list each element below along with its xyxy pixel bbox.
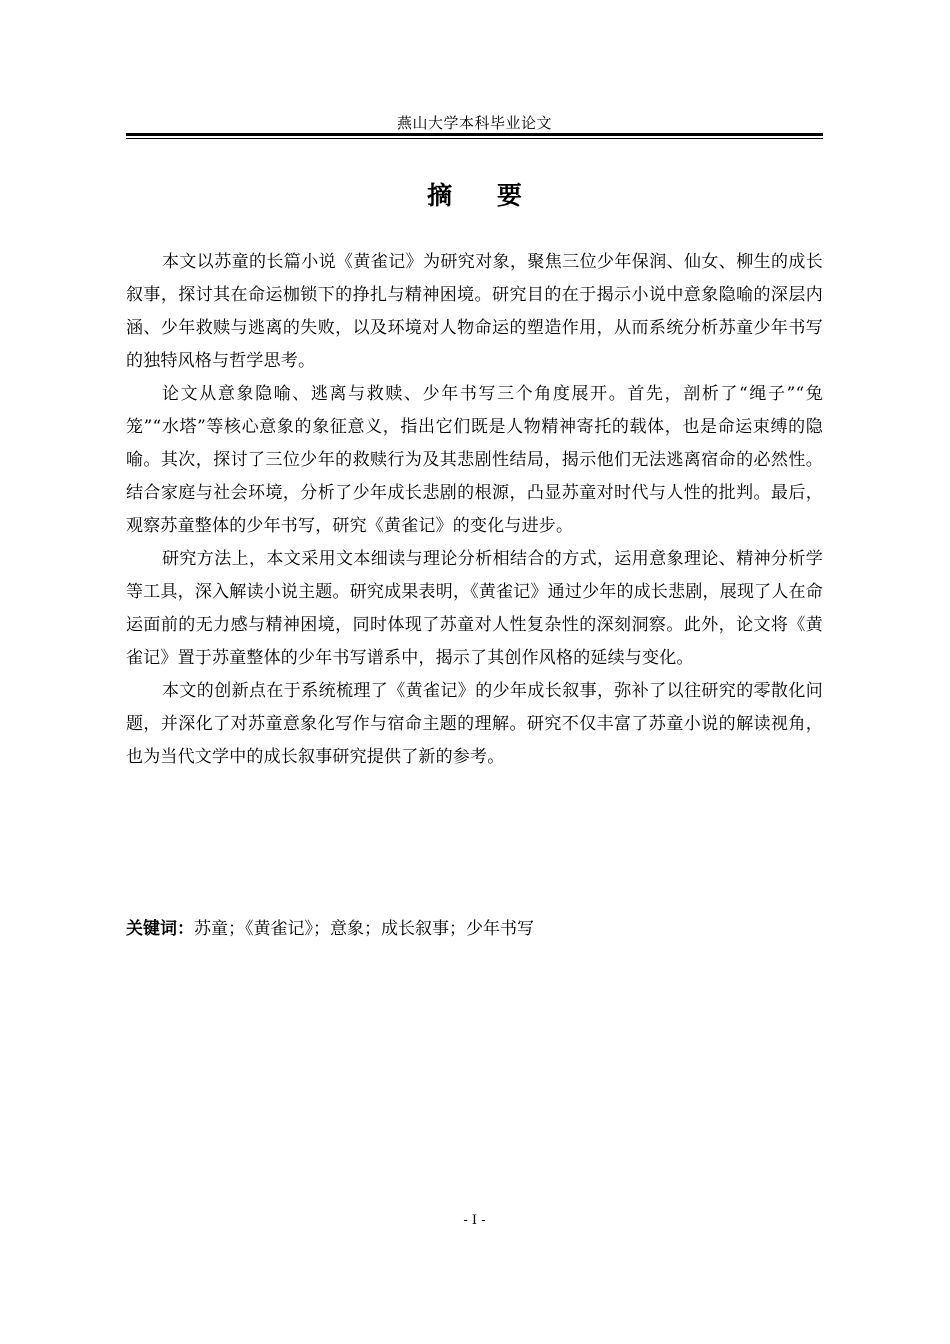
running-header: 燕山大学本科毕业论文 <box>396 114 552 132</box>
header-rule-thick <box>126 133 823 136</box>
abstract-paragraph-1: 本文以苏童的长篇小说《黄雀记》为研究对象，聚焦三位少年保润、仙女、柳生的成长叙事，探讨其在命运枷锁下的挣扎与精神困境。研究目的在于揭示小说中意象隐喻的深层内涵、少年救赎与逃离的失败，以及环境对人物命运的塑造作用，从而系统分析苏童少年书写的独特风格与哲学思考。 <box>126 252 823 371</box>
keywords-label: 关键词： <box>126 919 194 939</box>
abstract-paragraph-4: 本文的创新点在于系统梳理了《黄雀记》的少年成长叙事，弥补了以往研究的零散化问题，并深化了对苏童意象化写作与宿命主题的理解。研究不仅丰富了苏童小说的解读视角，也为当代文学中的成长叙事研究提供了新的参考。 <box>126 681 823 767</box>
abstract-paragraph-2: 论文从意象隐喻、逃离与救赎、少年书写三个角度展开。首先，剖析了“绳子”“兔笼”“水塔”等核心意象的象征意义，指出它们既是人物精神寄托的载体，也是命运束缚的隐喻。其次，探讨了三位少年的救赎行为及其悲剧性结局，揭示他们无法逃离宿命的必然性。结合家庭与社会环境，分析了少年成长悲剧的根源，凸显苏童对时代与人性的批判。最后，观察苏童整体的少年书写，研究《黄雀记》的变化与进步。 <box>126 384 823 536</box>
abstract-body <box>126 246 823 774</box>
keywords-text: 苏童；《黄雀记》；意象；成长叙事；少年书写 <box>194 919 534 939</box>
keywords-line <box>126 914 823 944</box>
abstract-heading: 摘 要 <box>427 181 540 210</box>
header-rule-thin <box>126 138 823 139</box>
page-number: - I - <box>463 1213 486 1228</box>
abstract-paragraph-3: 研究方法上，本文采用文本细读与理论分析相结合的方式，运用意象理论、精神分析学等工具，深入解读小说主题。研究成果表明，《黄雀记》通过少年的成长悲剧，展现了人在命运面前的无力感与精神困境，同时体现了苏童对人性复杂性的深刻洞察。此外，论文将《黄雀记》置于苏童整体的少年书写谱系中，揭示了其创作风格的延续与变化。 <box>126 549 823 668</box>
